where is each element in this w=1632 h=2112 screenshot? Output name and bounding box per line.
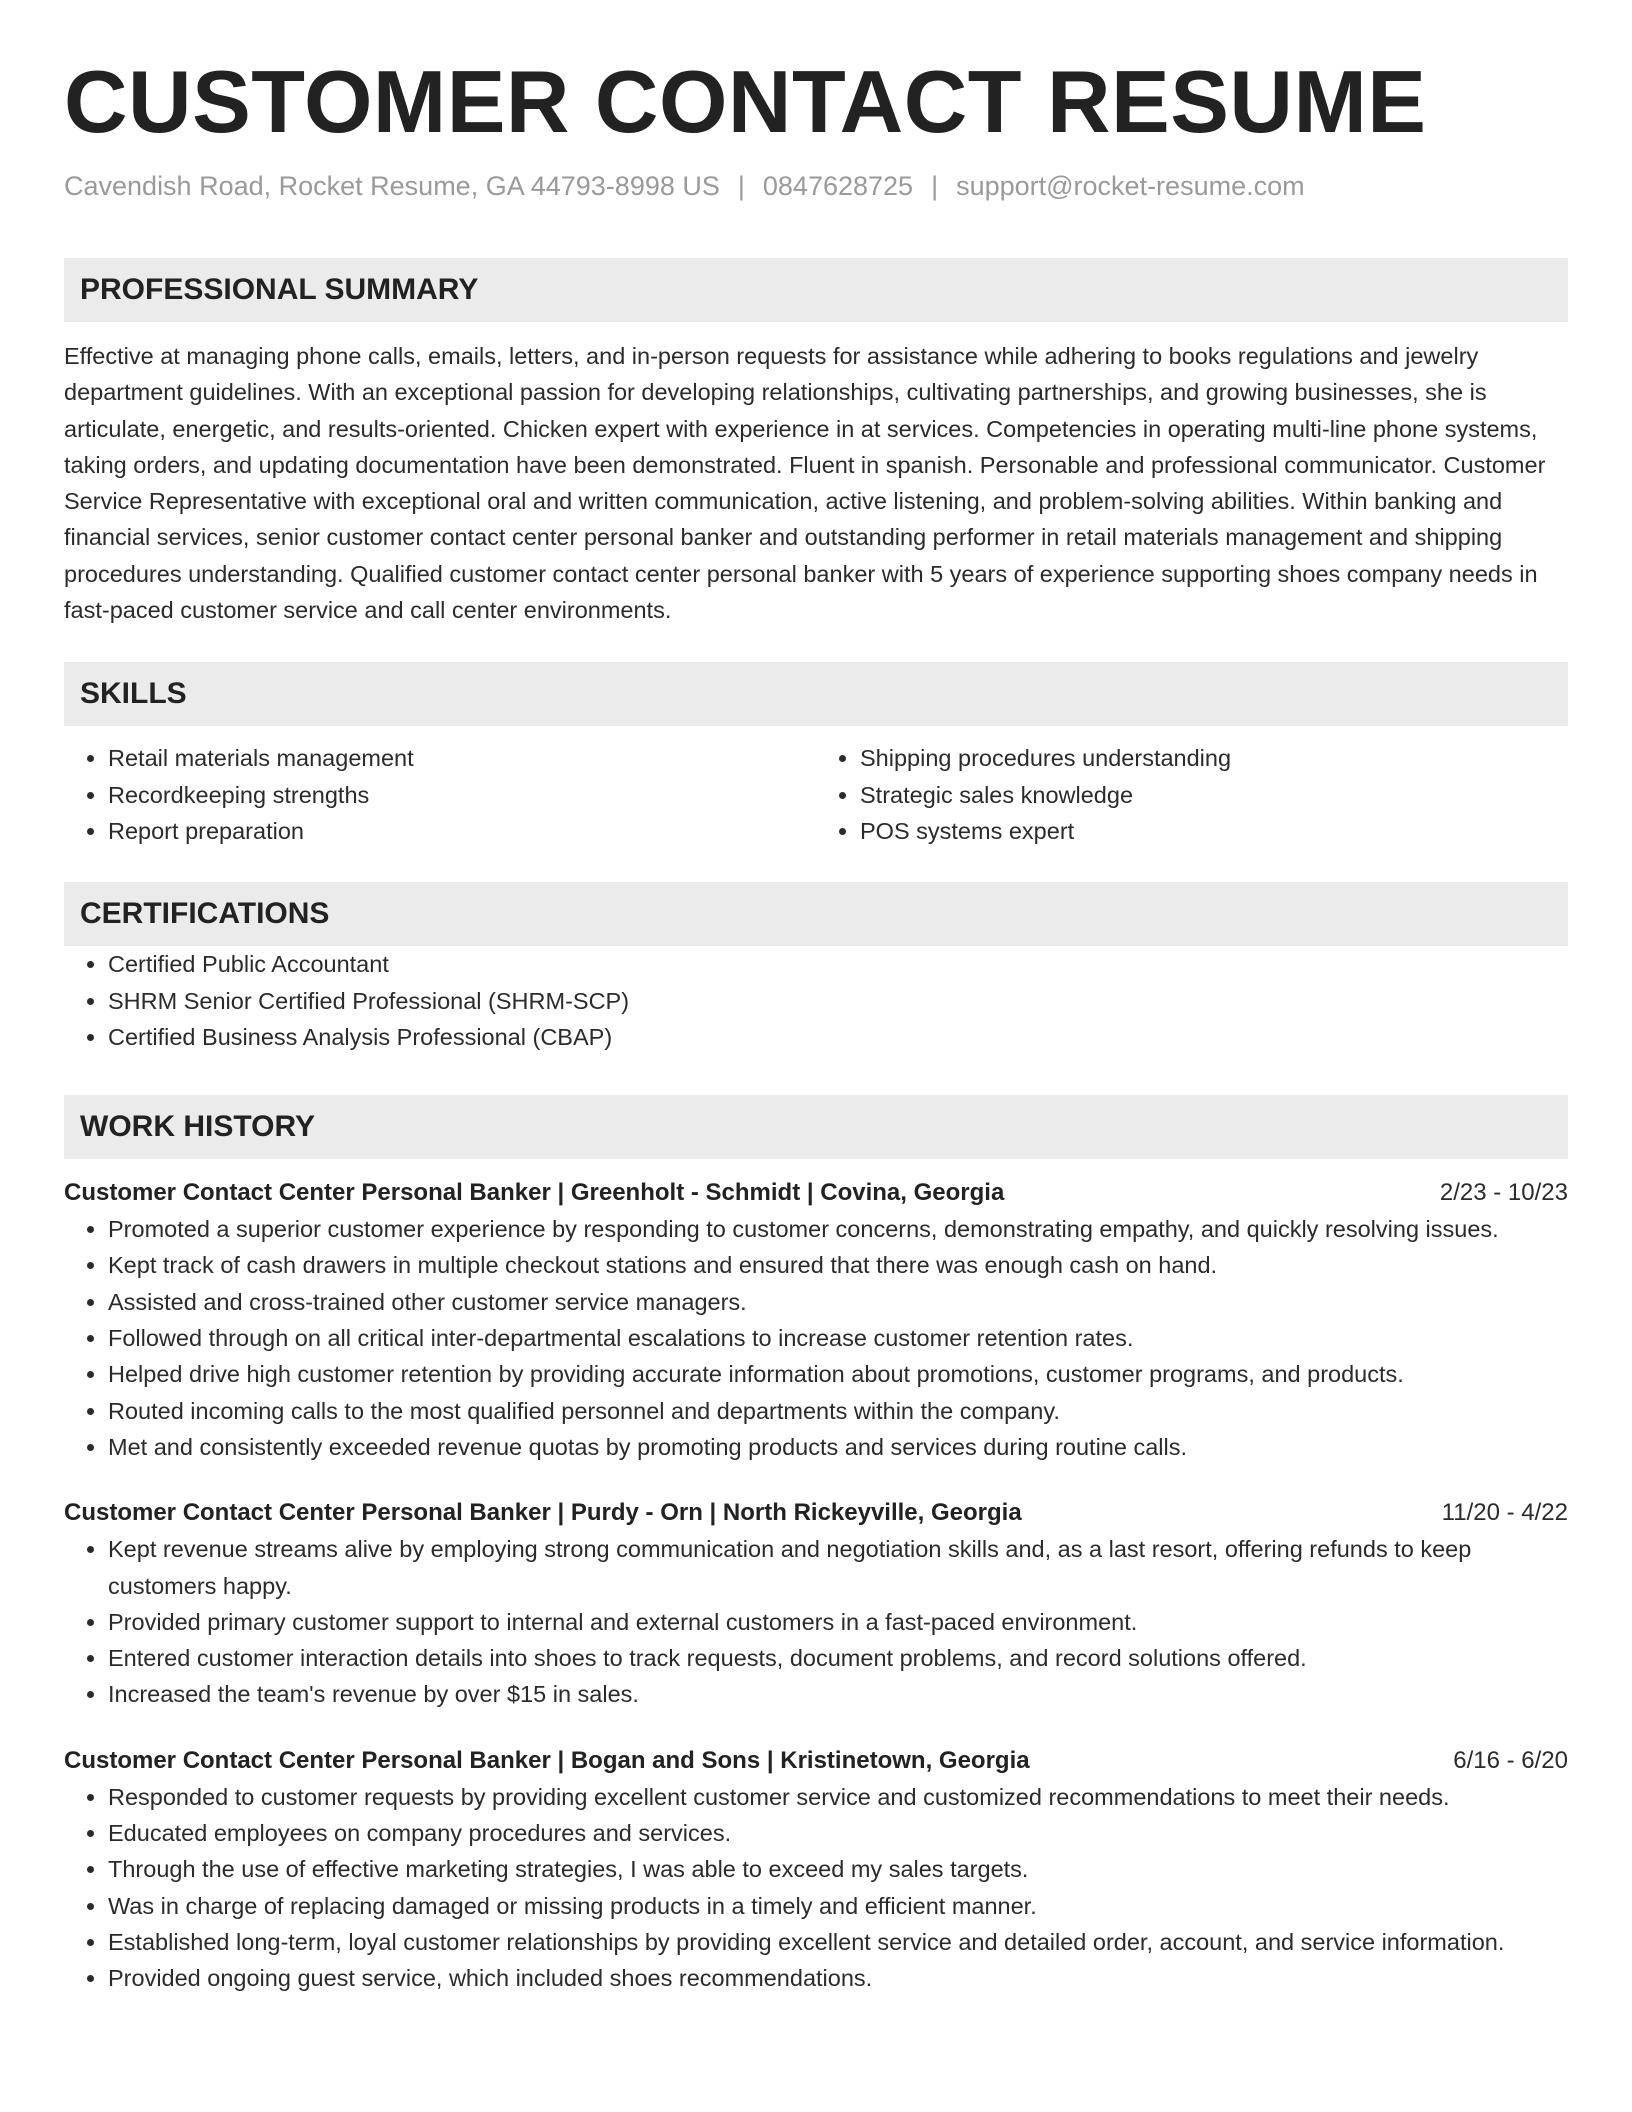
skill-item: • Shipping procedures understanding	[860, 740, 1568, 776]
skill-item: • Retail materials management	[108, 740, 816, 776]
job-title: Customer Contact Center Personal Banker | Greenholt - Schmidt | Covina, Georgia	[64, 1179, 1005, 1207]
job-bullet: • Helped drive high customer retention by providing accurate information about promotions, customer programs, and products.	[108, 1356, 1568, 1392]
job-title: Customer Contact Center Personal Banker | Purdy - Orn | North Rickeyville, Georgia	[64, 1499, 1022, 1527]
job-dates: 6/16 - 6/20	[1453, 1746, 1568, 1774]
job-bullet: • Assisted and cross-trained other customer service managers.	[108, 1284, 1568, 1320]
job-bullet: • Increased the team's revenue by over $15 in sales.	[108, 1676, 1568, 1712]
job-bullet: • Was in charge of replacing damaged or missing products in a timely and efficient manner.	[108, 1888, 1568, 1924]
job-bullet: • Responded to customer requests by providing excellent customer service and customized recommendations to meet their needs.	[108, 1779, 1568, 1815]
certifications-list	[64, 946, 1568, 1055]
contact-address: Cavendish Road, Rocket Resume, GA 44793-8998 US	[64, 171, 720, 201]
certification-item: • Certified Business Analysis Professional (CBAP)	[108, 1019, 1568, 1055]
job-header	[64, 1175, 1568, 1211]
summary-heading: PROFESSIONAL SUMMARY	[64, 258, 1568, 322]
job-bullet: • Provided primary customer support to internal and external customers in a fast-paced environment.	[108, 1604, 1568, 1640]
job-title: Customer Contact Center Personal Banker | Bogan and Sons | Kristinetown, Georgia	[64, 1746, 1030, 1774]
contact-email: support@rocket-resume.com	[956, 171, 1305, 201]
job-bullet: • Promoted a superior customer experience by responding to customer concerns, demonstrating empathy, and quickly resolving issues.	[108, 1211, 1568, 1247]
skill-item: • Report preparation	[108, 813, 816, 849]
job-bullets	[64, 1779, 1568, 1997]
job-entry	[64, 1743, 1568, 1997]
contact-phone: 0847628725	[762, 171, 914, 201]
job-entry	[64, 1495, 1568, 1712]
job-dates: 11/20 - 4/22	[1441, 1499, 1568, 1527]
skills-columns	[64, 740, 1568, 849]
summary-text: Effective at managing phone calls, emails, letters, and in-person requests for assistance while adhering to books regulations and jewelry department guidelines. With an exceptional passion for developing relationships, cultivating partnerships, and growing businesses, she is articulate, energetic, and results-oriented. Chicken expert with experience in at services. Competencies in operating multi-line phone systems, taking orders, and updating documentation have been demonstrated. Fluent in spanish. Personable and professional communicator. Customer Service Representative with exceptional oral and written communication, active listening, and problem-solving abilities. Within banking and financial services, senior customer contact center personal banker and outstanding performer in retail materials management and shipping procedures understanding. Qualified customer contact center personal banker with 5 years of experience supporting shoes company needs in fast-paced customer service and call center environments.	[64, 343, 1546, 624]
resume-title: CUSTOMER CONTACT RESUME	[64, 52, 1427, 151]
work-history-heading: WORK HISTORY	[64, 1095, 1568, 1159]
skills-heading: SKILLS	[64, 662, 1568, 726]
job-bullet: • Routed incoming calls to the most qualified personnel and departments within the company.	[108, 1393, 1568, 1429]
certification-item: • Certified Public Accountant	[108, 946, 1568, 982]
certifications-heading: CERTIFICATIONS	[64, 882, 1568, 946]
skill-item: • Strategic sales knowledge	[860, 777, 1568, 813]
job-dates: 2/23 - 10/23	[1439, 1179, 1568, 1207]
job-bullet: • Met and consistently exceeded revenue quotas by promoting products and services during routine calls.	[108, 1429, 1568, 1465]
certification-item: • SHRM Senior Certified Professional (SHRM-SCP)	[108, 983, 1568, 1019]
job-bullet: • Followed through on all critical inter-departmental escalations to increase customer retention rates.	[108, 1320, 1568, 1356]
skill-item: • POS systems expert	[860, 813, 1568, 849]
skills-list-left	[64, 740, 816, 849]
job-bullet: • Kept revenue streams alive by employing strong communication and negotiation skills and, as a last resort, offering refunds to keep customers happy.	[108, 1531, 1568, 1604]
job-header	[64, 1495, 1568, 1531]
contact-separator: |	[931, 171, 939, 201]
job-entry	[64, 1175, 1568, 1465]
job-bullet: • Through the use of effective marketing strategies, I was able to exceed my sales targets.	[108, 1851, 1568, 1887]
contact-line	[64, 168, 1568, 204]
contact-separator: |	[737, 171, 745, 201]
job-bullet: • Provided ongoing guest service, which included shoes recommendations.	[108, 1960, 1568, 1996]
skills-list-right	[816, 740, 1568, 849]
job-bullet: • Kept track of cash drawers in multiple checkout stations and ensured that there was enough cash on hand.	[108, 1247, 1568, 1283]
job-bullet: • Established long-term, loyal customer relationships by providing excellent service and detailed order, account, and service information.	[108, 1924, 1568, 1960]
job-bullets	[64, 1531, 1568, 1712]
job-bullet: • Educated employees on company procedures and services.	[108, 1815, 1568, 1851]
job-bullet: • Entered customer interaction details into shoes to track requests, document problems, and record solutions offered.	[108, 1640, 1568, 1676]
job-header	[64, 1743, 1568, 1779]
job-bullets	[64, 1211, 1568, 1465]
skill-item: • Recordkeeping strengths	[108, 777, 816, 813]
